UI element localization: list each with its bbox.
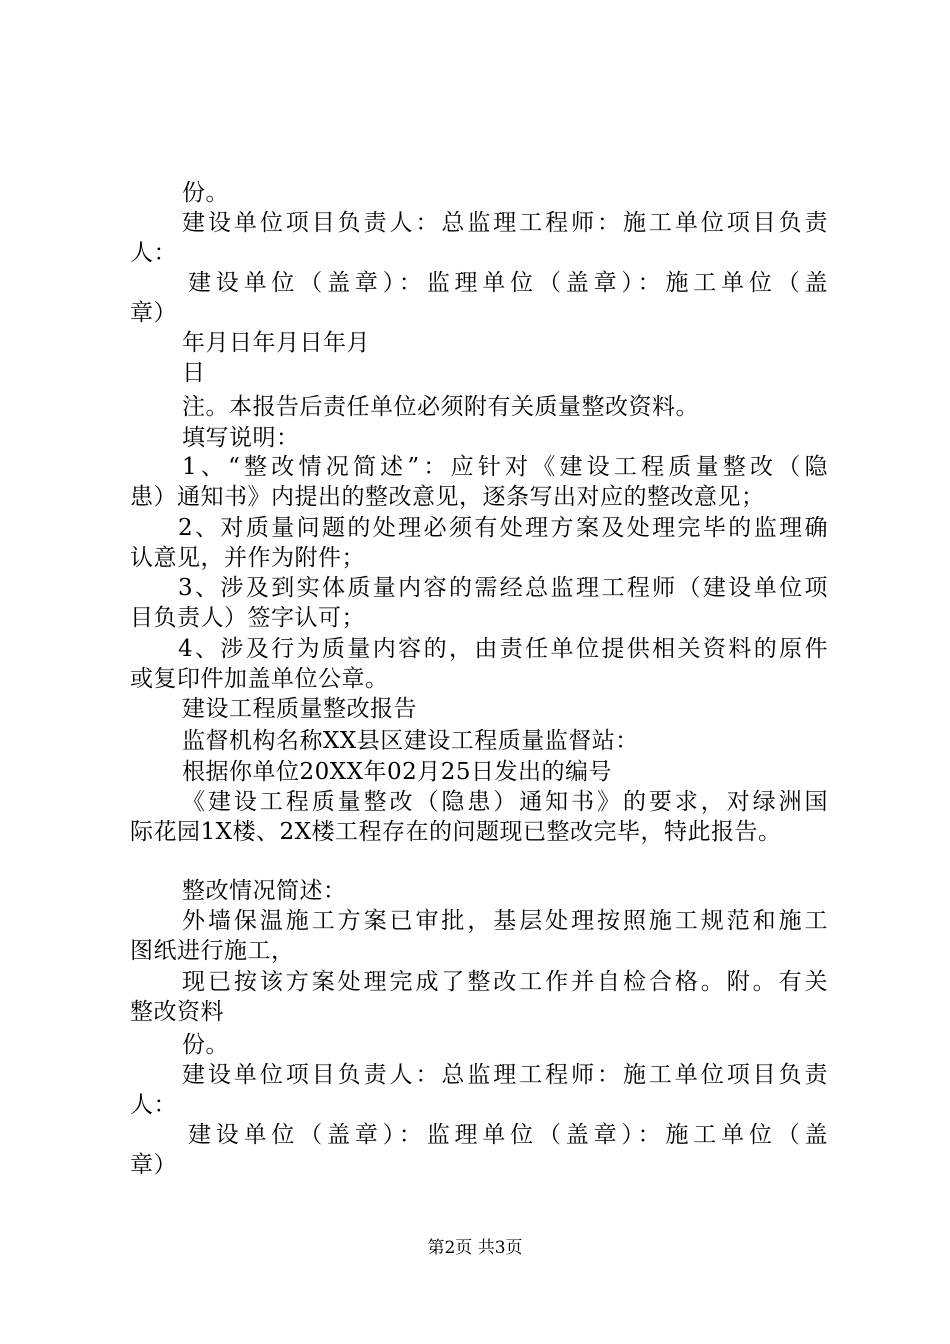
text-line: 图纸进行施工， <box>130 938 295 964</box>
section-heading: 整改情况简述： <box>182 878 347 904</box>
text-line: 认意见，并作为附件； <box>130 545 365 571</box>
text-line: 建设单位项目负责人：总监理工程师：施工单位项目负责 <box>182 210 828 236</box>
text-line: 2、对质量问题的处理必须有处理方案及处理完毕的监理确 <box>178 515 828 541</box>
text-line: 建设单位（盖章）：监理单位（盖章）：施工单位（盖 <box>188 1122 828 1148</box>
text-line: 整改资料 <box>130 999 224 1025</box>
page-number-footer: 第2页 共3页 <box>427 1238 523 1258</box>
text-line: 4、涉及行为质量内容的，由责任单位提供相关资料的原件 <box>178 636 828 662</box>
text-line: 建设单位（盖章）：监理单位（盖章）：施工单位（盖 <box>188 270 828 296</box>
text-line: 监督机构名称XX县区建设工程质量监督站： <box>182 728 639 754</box>
text-line: 或复印件加盖单位公章。 <box>130 666 389 692</box>
text-line: 人： <box>130 240 177 266</box>
text-line: 1、“整改情况简述”：应针对《建设工程质量整改（隐 <box>182 454 828 480</box>
text-line: 年月日年月日年月 <box>182 330 370 356</box>
text-line: 外墙保温施工方案已审批，基层处理按照施工规范和施工 <box>182 908 828 934</box>
text-line: 患）通知书》内提出的整改意见，逐条写出对应的整改意见； <box>130 484 765 510</box>
text-line: 际花园1X楼、2X楼工程存在的问题现已整改完毕，特此报告。 <box>130 819 782 845</box>
text-line: 份。 <box>182 180 229 206</box>
text-line: 章） <box>130 1152 177 1178</box>
text-line: 填写说明： <box>182 425 300 451</box>
text-line: 《建设工程质量整改（隐患）通知书》的要求，对绿洲国 <box>182 789 828 815</box>
text-line: 人： <box>130 1092 177 1118</box>
text-line: 目负责人）签字认可； <box>130 605 365 631</box>
text-line: 注。本报告后责任单位必须附有关质量整改资料。 <box>182 394 699 420</box>
text-line: 份。 <box>182 1032 229 1058</box>
text-line: 建设单位项目负责人：总监理工程师：施工单位项目负责 <box>182 1062 828 1088</box>
text-line: 根据你单位20XX年02月25日发出的编号 <box>182 759 613 785</box>
text-line: 3、涉及到实体质量内容的需经总监理工程师（建设单位项 <box>178 575 828 601</box>
text-line: 日 <box>182 360 206 386</box>
text-line: 现已按该方案处理完成了整改工作并自检合格。附。有关 <box>182 969 828 995</box>
text-line: 章） <box>130 300 177 326</box>
document-title: 建设工程质量整改报告 <box>182 696 417 722</box>
